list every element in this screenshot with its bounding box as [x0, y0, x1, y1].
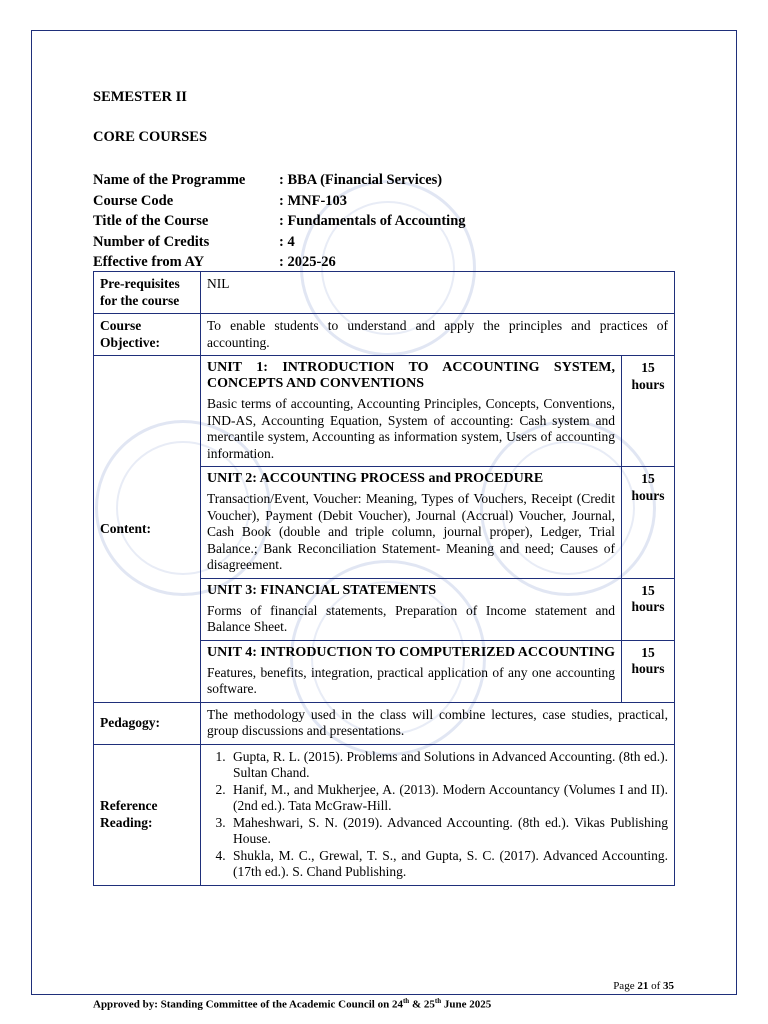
approval-footer: [93, 997, 491, 1011]
page-prefix: Page: [613, 980, 635, 992]
table-row: [94, 702, 675, 744]
page-total: 35: [663, 980, 674, 992]
meta-value: : Fundamentals of Accounting: [279, 213, 466, 229]
unit-body: Features, benefits, integration, practical application of any one accounting software.: [207, 664, 615, 696]
unit-cell: [201, 356, 622, 467]
page-of: of: [651, 980, 661, 992]
unit-title: UNIT 2: ACCOUNTING PROCESS and PROCEDURE: [207, 471, 544, 486]
unit-title: UNIT 1: INTRODUCTION TO ACCOUNTING SYSTEM, CONCEPTS AND CONVENTIONS: [207, 360, 615, 391]
reference-item: 1. Gupta, R. L. (2015). Problems and Solutions in Advanced Accounting. (8th ed.). Sultan Chand.: [229, 749, 668, 782]
table-row: [94, 356, 675, 467]
pedagogy-value: The methodology used in the class will combine lectures, case studies, practical, group discussions and presentations.: [201, 702, 675, 744]
pedagogy-label: Pedagogy:: [94, 702, 201, 744]
meta-label: Title of the Course: [93, 213, 209, 229]
prerequisites-label: Pre-requisites for the course: [94, 272, 201, 314]
unit-cell: [201, 578, 622, 640]
objective-label: Course Objective:: [94, 314, 201, 356]
references-label: Reference Reading:: [94, 744, 201, 885]
unit-title: UNIT 3: FINANCIAL STATEMENTS: [207, 582, 437, 598]
meta-label: Number of Credits: [93, 233, 210, 250]
table-row: [94, 314, 675, 356]
table-row: [94, 744, 675, 885]
semester-heading: SEMESTER II: [93, 89, 187, 105]
unit-body: Basic terms of accounting, Accounting Principles, Concepts, Conventions, IND-AS, Accounting Equation, System of accounting: Cash system and mercantile system, Accounting as information system, Users of accounting information.: [207, 396, 615, 461]
meta-value: : 2025-26: [279, 254, 336, 270]
unit-hours: 15 hours: [622, 467, 675, 579]
unit-body: Transaction/Event, Voucher: Meaning, Types of Vouchers, Receipt (Credit Voucher), Payment (Debit Voucher), Journal (Accrual) Voucher, Journal, Cash Book (double and triple column, journal proper), Ledger, Trial Balance.; Bank Reconciliation Statement- Meaning and need; Causes of disagreement.: [207, 491, 615, 572]
unit-body: Forms of financial statements, Preparation of Income statement and Balance Sheet.: [207, 602, 615, 634]
meta-value: : BBA (Financial Services): [279, 172, 443, 188]
reference-item: 4. Shukla, M. C., Grewal, T. S., and Gupta, S. C. (2017). Advanced Accounting. (17th ed.). S. Chand Publishing.: [229, 848, 668, 881]
table-row: [94, 272, 675, 314]
reference-item: 2. Hanif, M., and Mukherjee, A. (2013). Modern Accountancy (Volumes I and II). (2nd ed.). Tata McGraw-Hill.: [229, 782, 668, 815]
unit-cell: [201, 640, 622, 702]
content-label: Content:: [94, 356, 201, 703]
objective-value: To enable students to understand and apply the principles and practices of accounting.: [201, 314, 675, 356]
page-number: [613, 980, 674, 992]
meta-label: Effective from AY: [93, 254, 205, 270]
meta-row: [93, 232, 683, 253]
page-current: 21: [637, 980, 649, 992]
approved-sup: th: [402, 997, 410, 1005]
meta-value: : 4: [279, 233, 295, 250]
references-cell: [201, 744, 675, 885]
reference-list: [207, 749, 668, 881]
meta-label: Course Code: [93, 192, 174, 209]
course-table: [93, 271, 675, 886]
meta-row: [93, 252, 683, 273]
unit-title: UNIT 4: INTRODUCTION TO COMPUTERIZED ACCOUNTING: [207, 644, 616, 660]
meta-row: [93, 211, 683, 232]
meta-row: [93, 191, 683, 212]
section-heading: CORE COURSES: [93, 129, 208, 145]
unit-hours: 15 hours: [622, 356, 675, 467]
approved-end: June 2025: [441, 998, 492, 1011]
course-meta: [93, 170, 683, 273]
unit-hours: 15 hours: [622, 578, 675, 640]
reference-item: 3. Maheshwari, S. N. (2019). Advanced Accounting. (8th ed.). Vikas Publishing House.: [229, 815, 668, 848]
unit-cell: [201, 467, 622, 579]
prerequisites-value: NIL: [201, 272, 675, 314]
approved-mid: & 25: [409, 998, 435, 1011]
approved-text: Approved by: Standing Committee of the Academic Council on 24: [93, 998, 403, 1011]
approved-sup: th: [434, 997, 442, 1005]
meta-label: Name of the Programme: [93, 172, 246, 188]
unit-hours: 15 hours: [622, 640, 675, 702]
meta-row: [93, 170, 683, 191]
meta-value: : MNF-103: [279, 192, 348, 209]
